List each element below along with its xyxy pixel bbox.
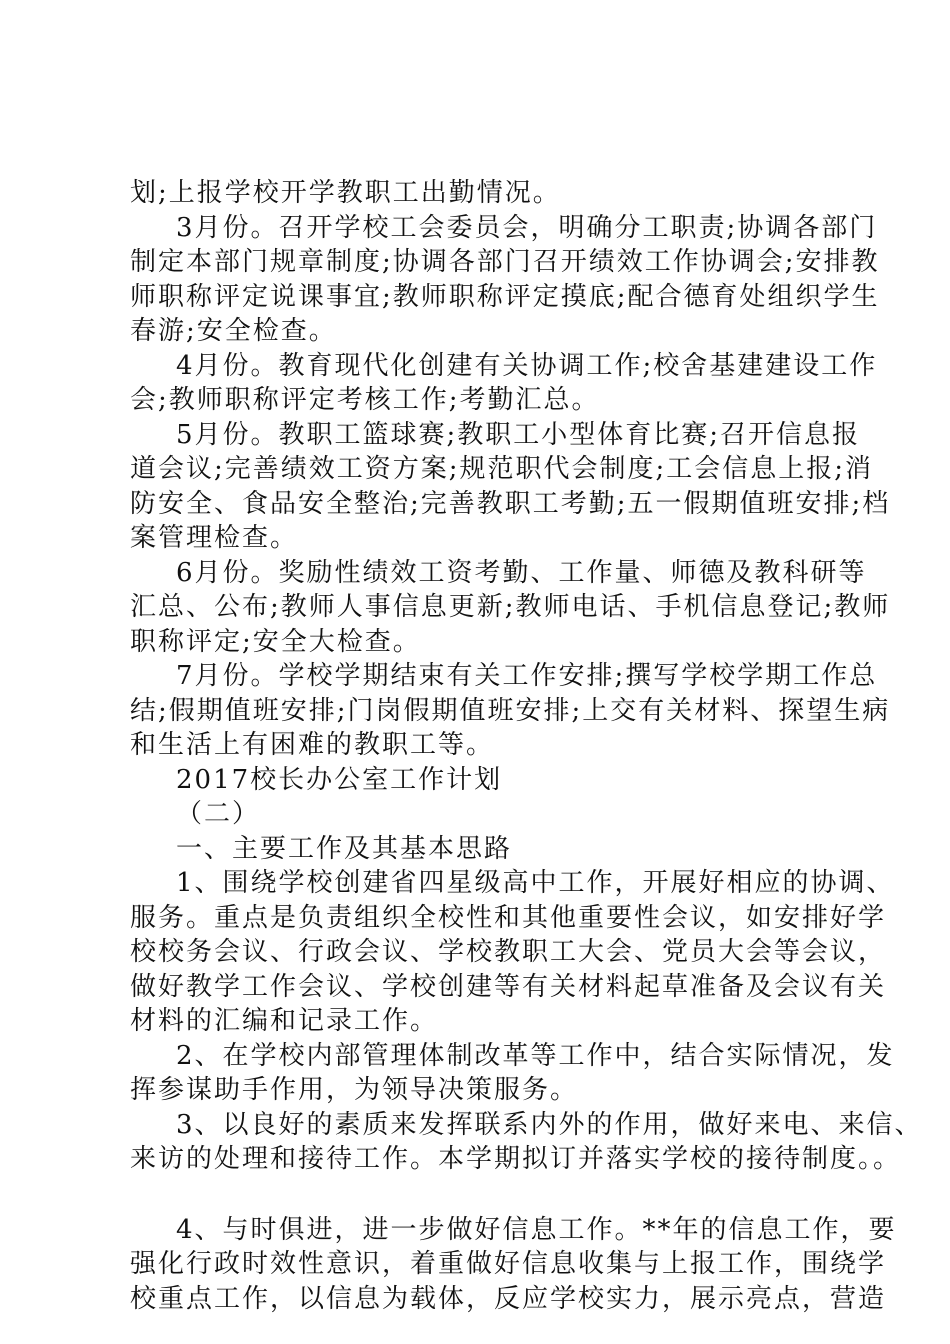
text-line: 3、以良好的素质来发挥联系内外的作用，做好来电、来信、 — [176, 1110, 923, 1140]
text-line: 校校务会议、行政会议、学校教职工大会、党员大会等会议， — [130, 937, 887, 967]
text-line: 做好教学工作会议、学校创建等有关材料起草准备及会议有关 — [130, 972, 887, 1002]
text-line: 道会议;完善绩效工资方案;规范职代会制度;工会信息上报;消 — [130, 454, 874, 484]
text-line: 制定本部门规章制度;协调各部门召开绩效工作协调会;安排教 — [130, 247, 880, 277]
text-line: 师职称评定说课事宜;教师职称评定摸底;配合德育处组织学生 — [130, 282, 880, 312]
text-line: 职称评定;安全大检查。 — [130, 627, 421, 657]
section-title: 2017校长办公室工作计划 — [176, 765, 503, 795]
text-line: 7月份。学校学期结束有关工作安排;撰写学校学期工作总 — [176, 661, 878, 691]
text-line: 3月份。召开学校工会委员会，明确分工职责;协调各部门 — [176, 213, 878, 243]
text-line: 汇总、公布;教师人事信息更新;教师电话、手机信息登记;教师 — [130, 592, 891, 622]
text-line: 4月份。教育现代化创建有关协调工作;校舍基建建设工作 — [176, 351, 878, 381]
text-line: 材料的汇编和记录工作。 — [130, 1006, 439, 1036]
text-line: 春游;安全检查。 — [130, 316, 337, 346]
text-line: 划;上报学校开学教职工出勤情况。 — [130, 178, 561, 208]
text-line: 2、在学校内部管理体制改革等工作中，结合实际情况，发 — [176, 1041, 895, 1071]
text-line: 强化行政时效性意识，着重做好信息收集与上报工作，围绕学 — [130, 1249, 887, 1279]
text-line: 1、围绕学校创建省四星级高中工作，开展好相应的协调、 — [176, 868, 895, 898]
text-line: 6月份。奖励性绩效工资考勤、工作量、师德及教科研等 — [176, 558, 867, 588]
text-line: 防安全、食品安全整治;完善教职工考勤;五一假期值班安排;档 — [130, 489, 891, 519]
text-line: 挥参谋助手作用，为领导决策服务。 — [130, 1075, 579, 1105]
text-line: 5月份。教职工篮球赛;教职工小型体育比赛;召开信息报 — [176, 420, 861, 450]
text-line: 和生活上有困难的教职工等。 — [130, 730, 495, 760]
text-line: 会;教师职称评定考核工作;考勤汇总。 — [130, 385, 600, 415]
section-subtitle: （二） — [176, 799, 261, 829]
text-line: 案管理检查。 — [130, 523, 299, 553]
section-heading: 一、主要工作及其基本思路 — [176, 834, 513, 864]
text-line: 结;假期值班安排;门岗假期值班安排;上交有关材料、探望生病 — [130, 696, 891, 726]
text-line: 4、与时俱进，进一步做好信息工作。**年的信息工作，要 — [176, 1215, 897, 1245]
text-line: 校重点工作，以信息为载体，反应学校实力，展示亮点，营造 — [130, 1284, 887, 1314]
text-line: 来访的处理和接待工作。本学期拟订并落实学校的接待制度。。 — [130, 1144, 902, 1174]
text-line: 服务。重点是负责组织全校性和其他重要性会议，如安排好学 — [130, 903, 887, 933]
